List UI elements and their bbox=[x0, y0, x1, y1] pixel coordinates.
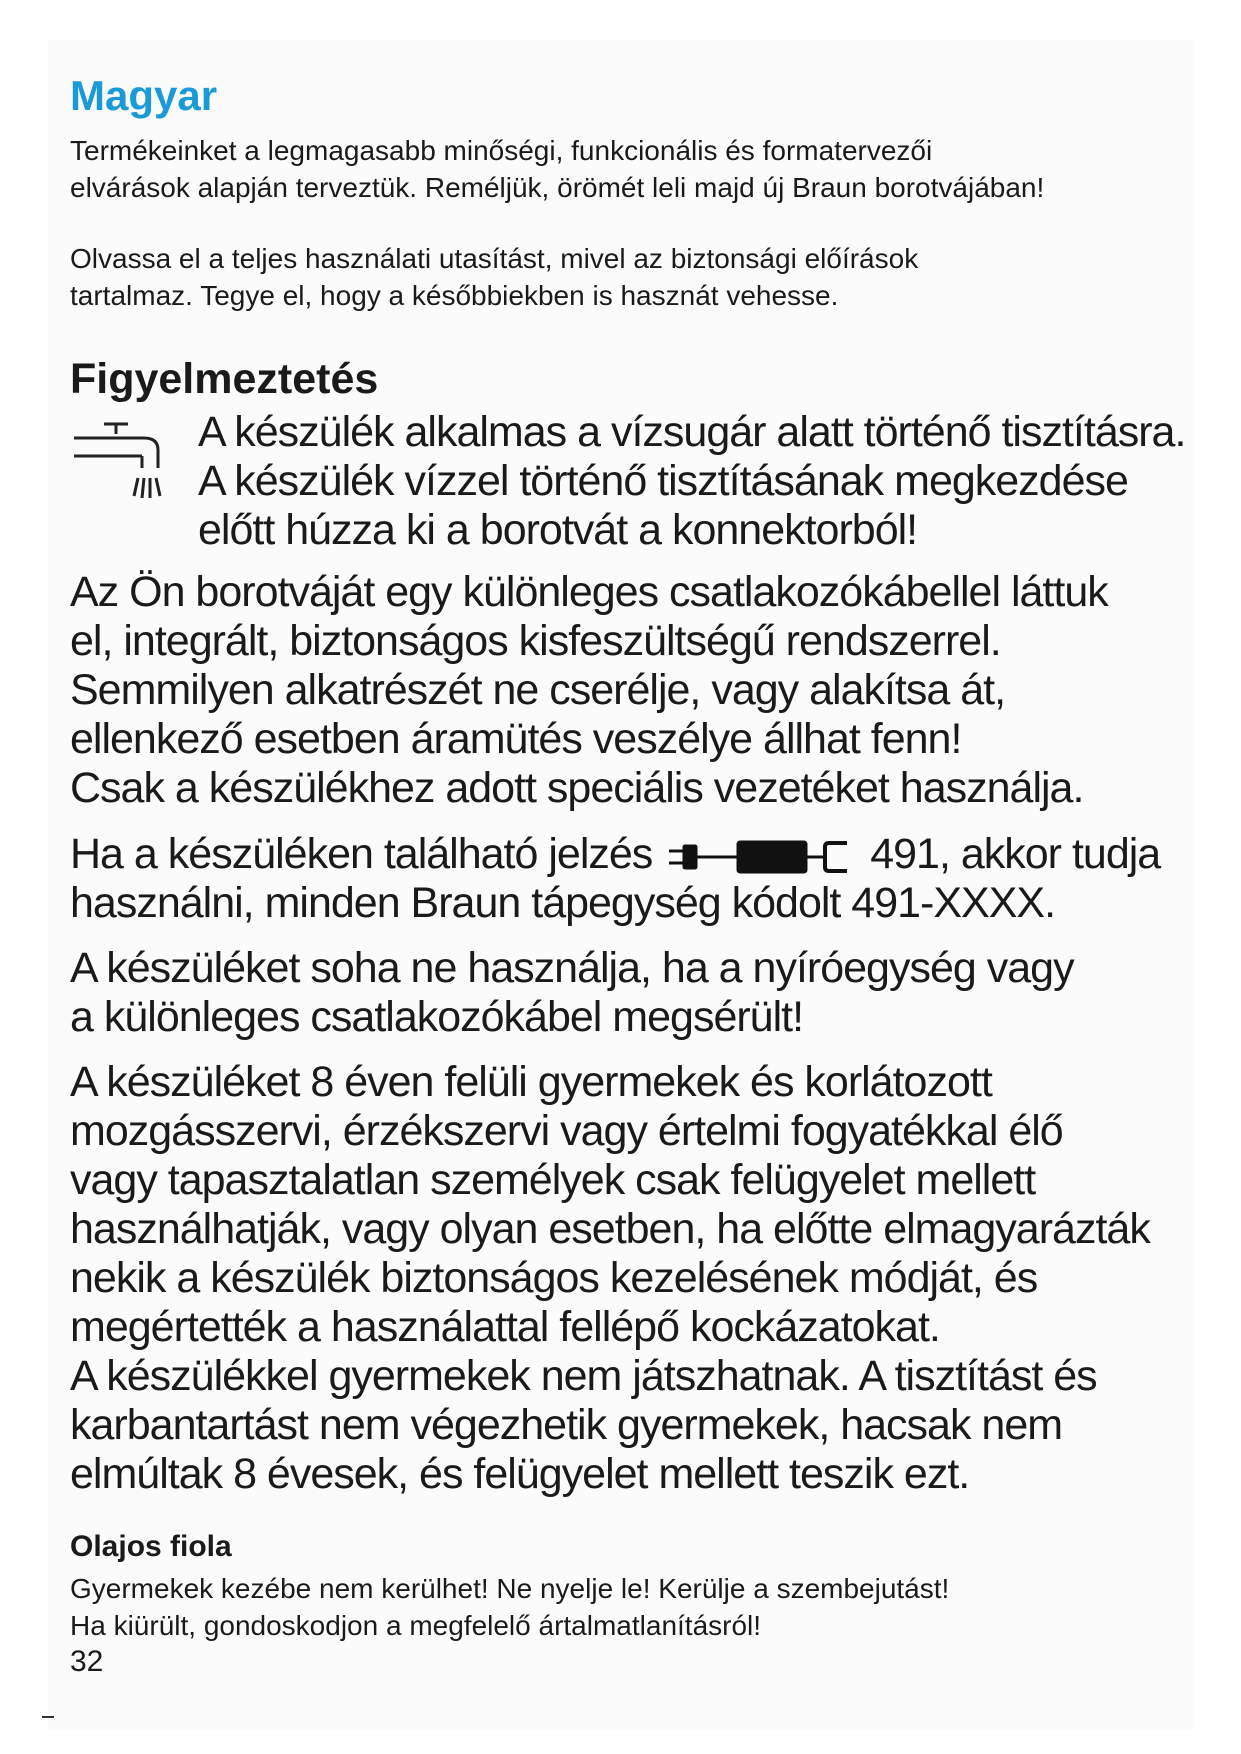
cable-line4: ellenkező esetben áramütés veszélye állhat fenn! bbox=[70, 715, 962, 763]
oil-line1: Gyermekek kezébe nem kerülhet! Ne nyelje le! Kerülje a szembejutást! bbox=[70, 1573, 950, 1604]
oil-vial-heading: Olajos fiola bbox=[70, 1530, 232, 1563]
oil-vial-text bbox=[70, 1570, 1170, 1644]
power-cord-plug-icon bbox=[669, 839, 853, 875]
tap-warning-text bbox=[198, 408, 1198, 555]
language-title: Magyar bbox=[70, 72, 218, 119]
oil-line2: Ha kiürült, gondoskodjon a megfelelő ártalmatlanításról! bbox=[70, 1610, 762, 1641]
cable-line2: el, integrált, biztonságos kisfeszültségű rendszerrel. bbox=[70, 617, 1001, 665]
children-line8: karbantartást nem végezhetik gyermekek, hacsak nem bbox=[70, 1401, 1063, 1449]
children-line7: A készülékkel gyermekek nem játszhatnak. A tisztítást és bbox=[70, 1352, 1097, 1400]
children-warning-paragraph bbox=[70, 1058, 1190, 1499]
tap-line1: A készülék alkalmas a vízsugár alatt történő tisztításra. bbox=[198, 408, 1186, 456]
children-line4: használhatják, vagy olyan esetben, ha előtte elmagyarázták bbox=[70, 1205, 1150, 1253]
warning-heading: Figyelmeztetés bbox=[70, 355, 379, 403]
cable-line1: Az Ön borotváját egy különleges csatlakozókábellel láttuk bbox=[70, 568, 1108, 616]
intro-paragraph-2 bbox=[70, 240, 1170, 314]
cable-line5: Csak a készülékhez adott speciális vezetéket használja. bbox=[70, 764, 1084, 812]
page-number: 32 bbox=[70, 1645, 104, 1678]
power-supply-line1-start: Ha a készüléken található jelzés bbox=[70, 830, 653, 878]
children-line3: vagy tapasztalatlan személyek csak felügyelet mellett bbox=[70, 1156, 1036, 1204]
intro-p2-line1: Olvassa el a teljes használati utasítást, mivel az biztonsági előírások bbox=[70, 243, 919, 274]
tap-line3: előtt húzza ki a borotvát a konnektorból! bbox=[198, 506, 918, 554]
corner-mark bbox=[42, 1716, 54, 1718]
damage-line2: a különleges csatlakozókábel megsérült! bbox=[70, 993, 804, 1041]
cable-line3: Semmilyen alkatrészét ne cserélje, vagy alakítsa át, bbox=[70, 666, 1006, 714]
children-line9: elmúltak 8 évesek, és felügyelet mellett teszik ezt. bbox=[70, 1450, 970, 1498]
children-line6: megértették a használattal fellépő kockázatokat. bbox=[70, 1303, 940, 1351]
power-supply-line1-end: 491, akkor tudja bbox=[870, 830, 1161, 878]
damage-warning-paragraph bbox=[70, 944, 1190, 1042]
cable-warning-paragraph bbox=[70, 568, 1190, 813]
power-supply-line2: használni, minden Braun tápegység kódolt 491-XXXX. bbox=[70, 879, 1056, 927]
intro-p2-line2: tartalmaz. Tegye el, hogy a későbbiekben is hasznát vehesse. bbox=[70, 280, 839, 311]
intro-paragraph-1 bbox=[70, 132, 1170, 206]
children-line2: mozgásszervi, érzékszervi vagy értelmi fogyatékkal élő bbox=[70, 1107, 1063, 1155]
children-line5: nekik a készülék biztonságos kezelésének módját, és bbox=[70, 1254, 1038, 1302]
intro-p1-line1: Termékeinket a legmagasabb minőségi, funkcionális és formatervezői bbox=[70, 135, 933, 166]
water-tap-icon bbox=[72, 420, 172, 510]
children-line1: A készüléket 8 éven felüli gyermekek és korlátozott bbox=[70, 1058, 992, 1106]
power-supply-paragraph bbox=[70, 830, 1190, 928]
intro-p1-line2: elvárások alapján terveztük. Reméljük, örömét leli majd új Braun borotvájában! bbox=[70, 172, 1045, 203]
damage-line1: A készüléket soha ne használja, ha a nyíróegység vagy bbox=[70, 944, 1074, 992]
tap-line2: A készülék vízzel történő tisztításának megkezdése bbox=[198, 457, 1128, 505]
